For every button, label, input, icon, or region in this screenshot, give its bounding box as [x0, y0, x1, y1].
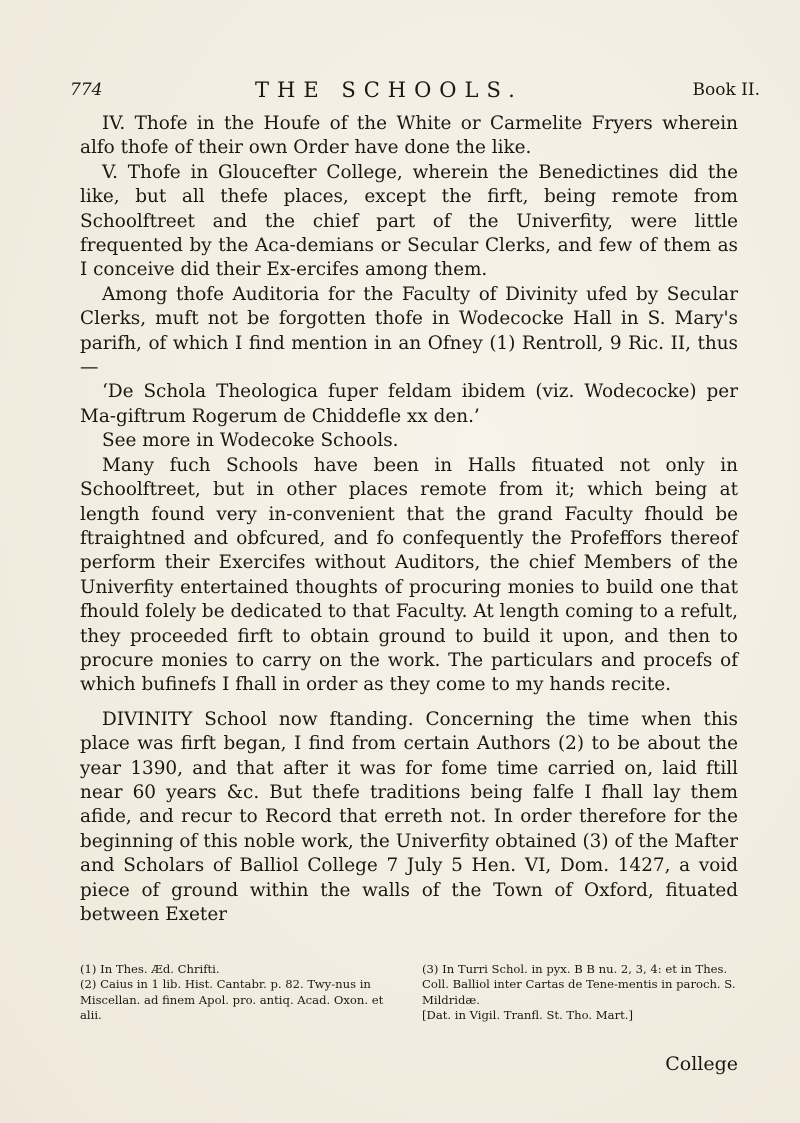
- running-title: THE SCHOOLS.: [255, 78, 523, 102]
- paragraph-divinity-school: DIVINITY School now ftanding. Concerning the time when this place was firft began, I find from certain Authors (2) to be about the year 1390, and that after it was for fome time carried on, laid ftill near 60 years &c. But thefe traditions being falfe I fhall lay them afide, and recur to Record that erreth not. In order therefore for the beginning of this noble work, the Univerfity obtained (3) of the Mafter and Scholars of Balliol College 7 July 5 Hen. VI, Dom. 1427, a void piece of ground within the walls of the Town of Oxford, fituated between Exeter: [80, 708, 738, 925]
- paragraph-many-schools: Many fuch Schools have been in Halls fituated not only in Schoolftreet, but in other places remote from it; which being at length found very in-convenient that the grand Faculty fhould be ftraightned and obfcured, and fo confequently the Profeffors thereof perform their Exercifes without Auditors, the chief Members of the Univerfity entertained thoughts of procuring monies to build one that fhould folely be dedicated to that Faculty. At length coming to a refult, they proceeded firft to obtain ground to build it upon, and then to procure monies to carry on the work. The particulars and procefs of which bufinefs I fhall in order as they come to my hands recite.: [80, 454, 738, 696]
- paragraph-iv: IV. Thofe in the Houfe of the White or Carmelite Fryers wherein alfo thofe of their own Order have done the like.: [80, 113, 738, 159]
- footnotes-right-column: [422, 962, 740, 1024]
- catchword: College: [665, 1053, 738, 1075]
- book-reference: Book II.: [692, 80, 760, 100]
- footnote-3: (3) In Turri Schol. in pyx. B B nu. 2, 3, 4: et in Thes. Coll. Balliol inter Cartas de Tene-mentis in paroch. S. Mildridæ.: [422, 962, 736, 1007]
- footnotes: [80, 962, 740, 1024]
- body-text: [80, 112, 738, 927]
- paragraph-see-more: See more in Wodecoke Schools.: [102, 430, 399, 452]
- paragraph-v: V. Thofe in Gloucefter College, wherein the Benedictines did the like, but all thefe places, except the firft, being remote from Schoolftreet and the chief part of the Univerfity, were little frequented by the Aca-demians or Secular Clerks, and few of them as I conceive did their Ex-ercifes among them.: [80, 161, 738, 281]
- footnote-1: (1) In Thes. Æd. Chrifti.: [80, 962, 220, 976]
- page-number: 774: [70, 80, 103, 100]
- paragraph-quotation: ‘De Schola Theologica fuper feldam ibidem (viz. Wodecocke) per Ma-giftrum Rogerum de Chiddefle xx den.’: [80, 381, 738, 427]
- running-header: [70, 78, 760, 104]
- paragraph-auditoria: Among thofe Auditoria for the Faculty of Divinity ufed by Secular Clerks, muft not be forgotten thofe in Wodecocke Hall in S. Mary's parifh, of which I find mention in an Ofney (1) Rentroll, 9 Ric. II, thus—: [80, 283, 738, 379]
- footnote-3-date: [Dat. in Vigil. Tranfl. St. Tho. Mart.]: [422, 1008, 633, 1023]
- footnotes-left-column: [80, 962, 398, 1024]
- footnote-2: (2) Caius in 1 lib. Hist. Cantabr. p. 82. Twy-nus in Miscellan. ad finem Apol. pro. antiq. Acad. Oxon. et alii.: [80, 977, 384, 1023]
